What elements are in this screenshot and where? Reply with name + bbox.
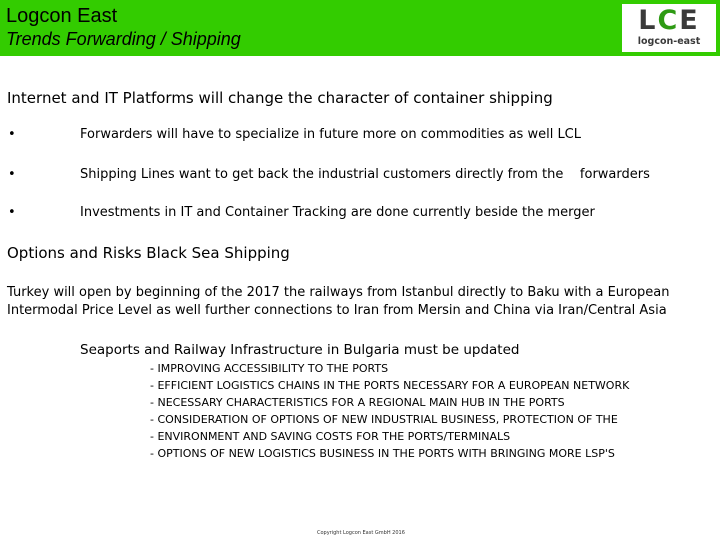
company-logo <box>622 4 716 52</box>
logo-lettering <box>627 5 711 36</box>
bullet-item: Shipping Lines want to get back the industrial customers directly from the forwarders <box>80 167 650 182</box>
subheading-seaports: Seaports and Railway Infrastructure in Bulgaria must be updated <box>80 342 520 358</box>
copyright-footer: Copyright Logcon East GmbH 2016 <box>317 530 405 536</box>
list-item: - NECESSARY CHARACTERISTICS FOR A REGIONAL MAIN HUB IN THE PORTS <box>150 396 565 409</box>
list-item: - IMPROVING ACCESSIBILITY TO THE PORTS <box>150 362 389 375</box>
section-heading-black-sea: Options and Risks Black Sea Shipping <box>7 244 290 262</box>
logo-subtext: logcon-east <box>637 36 701 47</box>
logo-letter-e: E <box>679 5 700 36</box>
title-banner <box>0 0 720 56</box>
list-item: - CONSIDERATION OF OPTIONS OF NEW INDUSTRIAL BUSINESS, PROTECTION OF THE <box>150 413 618 426</box>
list-item: - ENVIRONMENT AND SAVING COSTS FOR THE PORTS/TERMINALS <box>150 430 511 443</box>
bullet-marker: • <box>8 167 16 182</box>
logo-letter-c: C <box>657 5 680 36</box>
paragraph-line: Intermodal Price Level as well further connections to Iran from Mersin and China via Iran/Central Asia <box>7 303 667 318</box>
logo-letter-l: L <box>638 5 658 36</box>
list-item: - EFFICIENT LOGISTICS CHAINS IN THE PORTS NECESSARY FOR A EUROPEAN NETWORK <box>150 379 630 392</box>
paragraph-line: Turkey will open by beginning of the 2017 the railways from Istanbul directly to Baku with a European <box>7 285 670 300</box>
bullet-item: Investments in IT and Container Tracking are done currently beside the merger <box>80 205 595 220</box>
page-subtitle: Trends Forwarding / Shipping <box>6 29 241 49</box>
page-title: Logcon East <box>6 5 118 27</box>
bullet-item: Forwarders will have to specialize in future more on commodities as well LCL <box>80 127 582 142</box>
bullet-marker: • <box>8 205 16 220</box>
list-item: - OPTIONS OF NEW LOGISTICS BUSINESS IN THE PORTS WITH BRINGING MORE LSP'S <box>150 447 615 460</box>
section-heading-platforms: Internet and IT Platforms will change the character of container shipping <box>7 89 553 107</box>
bullet-marker: • <box>8 127 16 142</box>
